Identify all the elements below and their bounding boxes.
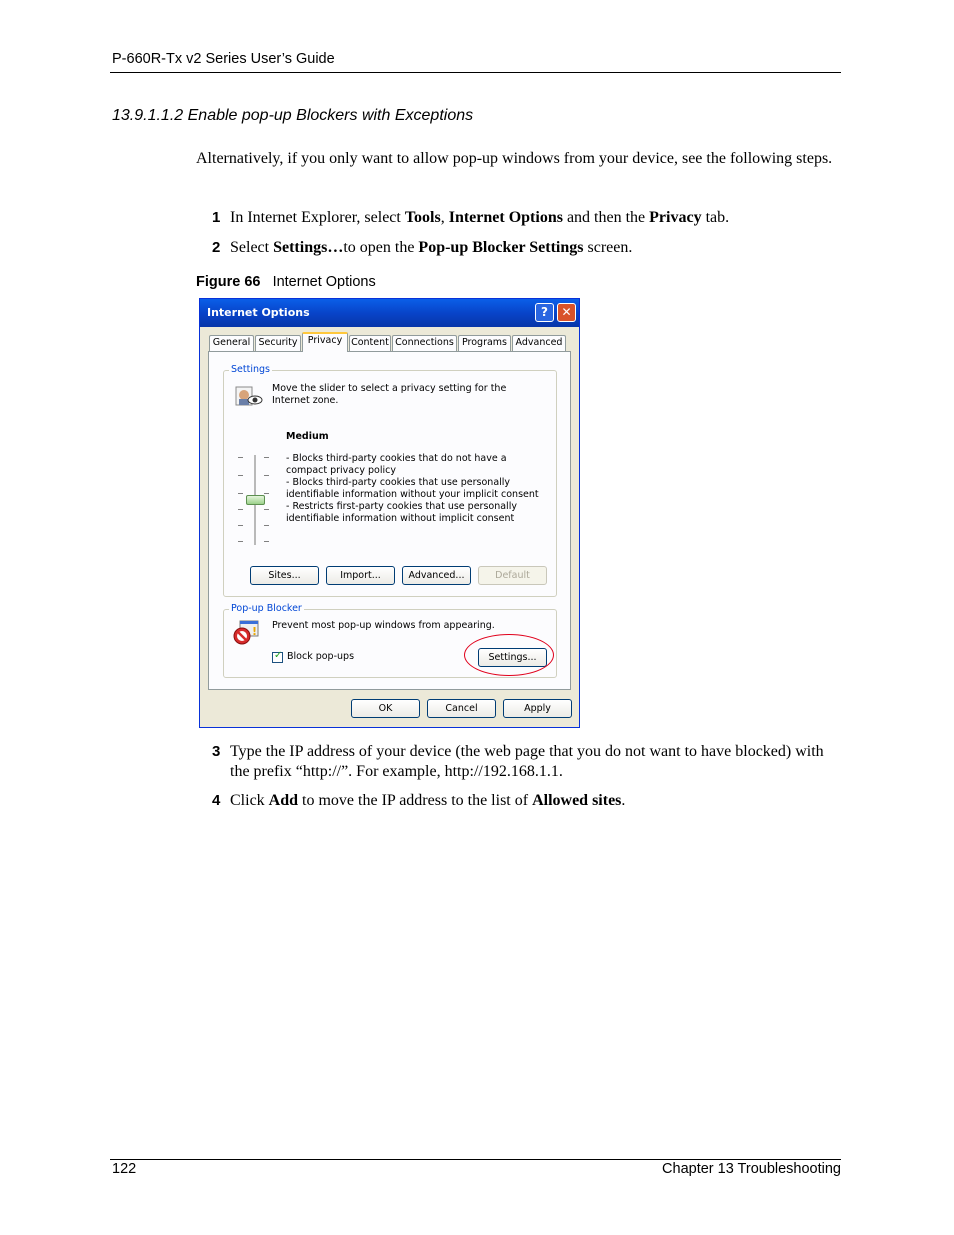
intro-paragraph: Alternatively, if you only want to allow pop-up windows from your device, see the following steps. <box>196 150 833 167</box>
tab-advanced[interactable]: Advanced <box>512 335 566 351</box>
settings-group <box>223 364 557 597</box>
slider-tick <box>264 457 269 458</box>
help-button[interactable] <box>535 303 554 322</box>
privacy-instruction: Move the slider to select a privacy setting for the Internet zone. <box>272 383 507 406</box>
popup-blocker-icon <box>232 620 262 646</box>
default-button[interactable]: Default <box>478 566 547 585</box>
tab-programs[interactable]: Programs <box>458 335 511 351</box>
step-number: 1 <box>212 209 221 226</box>
page-number: 122 <box>112 1161 137 1177</box>
slider-tick <box>264 509 269 510</box>
slider-tick <box>238 525 243 526</box>
slider-tick <box>238 493 243 494</box>
advanced-button[interactable]: Advanced... <box>402 566 471 585</box>
slider-tick <box>238 457 243 458</box>
help-icon: ? <box>541 305 548 319</box>
slider-tick <box>238 475 243 476</box>
chapter-title: Chapter 13 Troubleshooting <box>662 1161 841 1177</box>
apply-button[interactable]: Apply <box>503 699 572 718</box>
step-number: 3 <box>212 743 221 760</box>
step-text: Click Add to move the IP address to the list of Allowed sites. <box>230 792 626 809</box>
figure-caption <box>196 274 376 290</box>
tab-security[interactable]: Security <box>255 335 301 351</box>
figure-number: Figure 66 <box>196 274 261 290</box>
cancel-button[interactable]: Cancel <box>427 699 496 718</box>
block-popups-checkbox[interactable] <box>272 652 283 663</box>
privacy-icon <box>234 385 264 409</box>
dialog-title: Internet Options <box>207 306 310 319</box>
close-button[interactable] <box>557 303 576 322</box>
close-icon: ✕ <box>561 305 572 319</box>
slider-tick <box>238 509 243 510</box>
slider-tick <box>238 541 243 542</box>
privacy-slider-thumb[interactable] <box>246 495 265 505</box>
dialog-titlebar <box>200 299 579 327</box>
check-icon: ✓ <box>274 650 283 661</box>
ok-button[interactable]: OK <box>351 699 420 718</box>
tab-general[interactable]: General <box>209 335 254 351</box>
footer-rule <box>110 1159 841 1160</box>
settings-group-label: Settings <box>231 364 270 375</box>
import-button[interactable]: Import... <box>326 566 395 585</box>
slider-tick <box>264 493 269 494</box>
step-number: 2 <box>212 239 221 256</box>
privacy-bullet-1: - Blocks third-party cookies that do not have a compact privacy policy <box>286 453 507 476</box>
popup-settings-button[interactable]: Settings... <box>478 648 547 667</box>
step-text: In Internet Explorer, select Tools, Internet Options and then the Privacy tab. <box>230 209 730 226</box>
slider-tick <box>264 475 269 476</box>
step-text: Select Settings…to open the Pop-up Blocker Settings screen. <box>230 239 633 256</box>
svg-text:!: ! <box>252 625 258 638</box>
popup-blocker-group-label: Pop-up Blocker <box>231 603 302 614</box>
step-text: Type the IP address of your device (the web page that you do not want to have blocked) with the prefix “http://”. For example, http://192.168.1.1. <box>230 743 824 780</box>
slider-tick <box>264 525 269 526</box>
settings-highlight-ring <box>464 634 554 676</box>
tab-content[interactable]: Content <box>349 335 391 351</box>
tab-privacy[interactable]: Privacy <box>302 332 348 352</box>
privacy-bullet-2: - Blocks third-party cookies that use personally identifiable information without your implicit consent <box>286 477 539 500</box>
privacy-level: Medium <box>286 431 329 442</box>
slider-tick <box>264 541 269 542</box>
tab-connections[interactable]: Connections <box>392 335 457 351</box>
running-header: P-660R-Tx v2 Series User’s Guide <box>112 51 335 67</box>
header-rule <box>110 72 841 73</box>
figure-title: Internet Options <box>272 274 376 290</box>
section-heading: 13.9.1.1.2 Enable pop-up Blockers with Exceptions <box>112 107 474 124</box>
popup-blocker-description: Prevent most pop-up windows from appearing. <box>272 620 495 631</box>
privacy-bullet-3: - Restricts first-party cookies that use personally identifiable information without implicit consent <box>286 501 517 524</box>
sites-button[interactable]: Sites... <box>250 566 319 585</box>
block-popups-label: Block pop-ups <box>287 651 355 662</box>
step-number: 4 <box>212 792 221 809</box>
